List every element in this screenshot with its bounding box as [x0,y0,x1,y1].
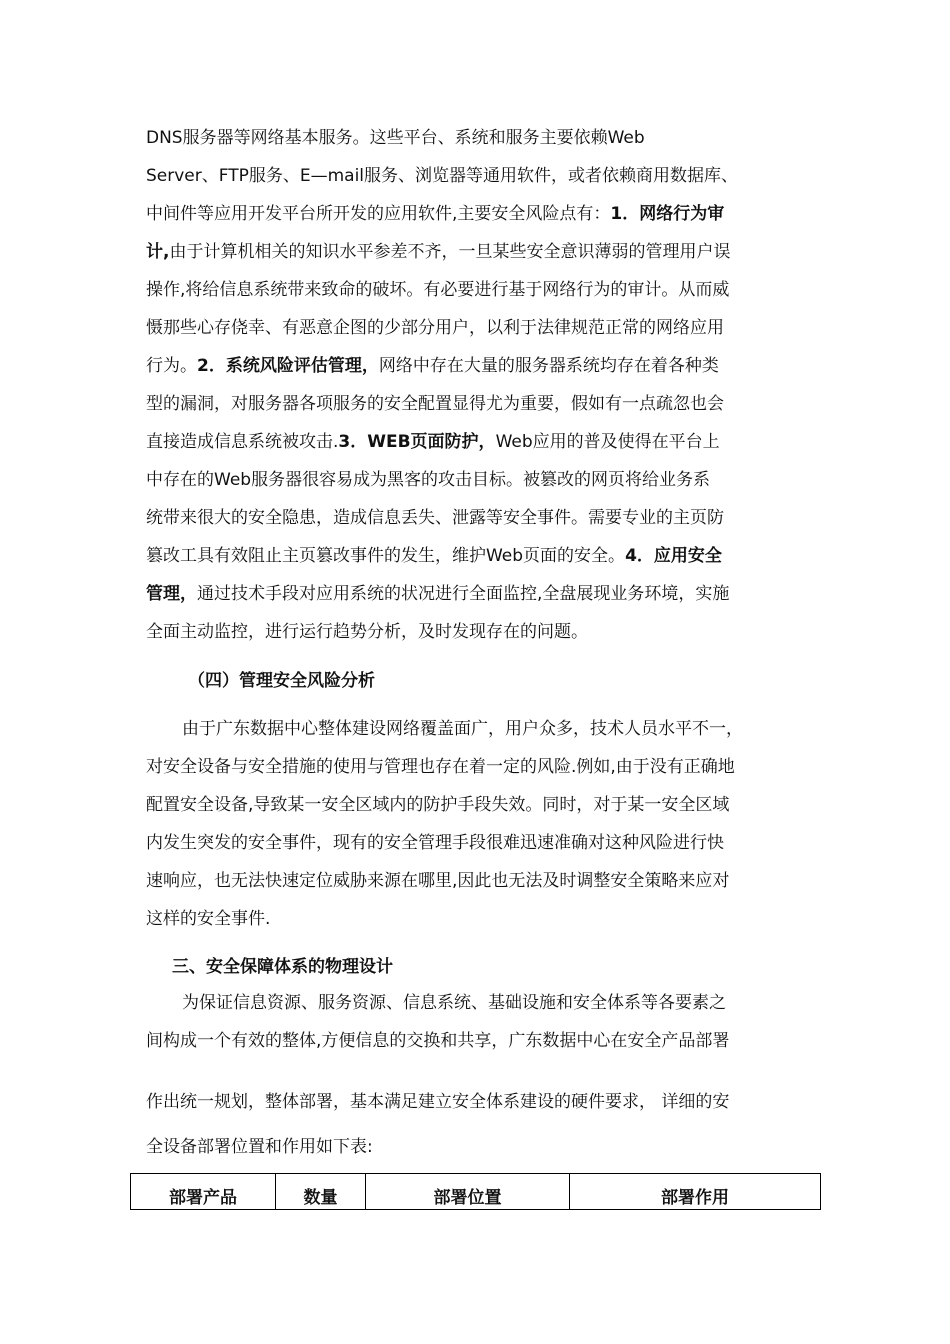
text-line [146,165,738,187]
col-header-location: 部署位置 [366,1174,570,1210]
col-header-quantity: 数量 [276,1174,366,1210]
text-line [146,545,722,567]
text-run: 型的漏洞，对服务器各项服务的安全配置显得尤为重要，假如有一点疏忽也会 [146,394,724,414]
text-run: 网络中存在大量的服务器系统均存在着各种类 [378,356,719,376]
bold-run: 2．系统风险评估管理， [197,356,379,376]
text-line [146,1091,729,1113]
text-run: DNS服务器等网络基本服务。这些平台、系统和服务主要依赖Web [146,128,645,148]
bold-run: 3．WEB页面防护， [338,432,496,452]
text-line [146,469,710,491]
text-run: 篡改工具有效阻止主页篡改事件的发生，维护Web页面的安全。 [146,546,626,566]
text-run: 通过技术手段对应用系统的状况进行全面监控,全盘展现业务环境，实施 [197,584,730,604]
text-run: 全面主动监控，进行运行趋势分析，及时发现存在的问题。 [146,622,588,642]
text-line [146,908,270,930]
text-line [146,1030,729,1052]
text-run: 内发生突发的安全事件，现有的安全管理手段很难迅速准确对这种风险进行快 [146,833,724,853]
text-line [146,203,724,225]
bold-run: 1．网络行为审 [610,204,725,224]
text-run: 由于计算机相关的知识水平参差不齐，一旦某些安全意识薄弱的管理用户误 [169,242,731,262]
bold-run: 管理， [146,584,197,604]
text-line [146,794,729,816]
text-run: 全设备部署位置和作用如下表: [146,1137,373,1157]
text-run: 对安全设备与安全措施的使用与管理也存在着一定的风险.例如,由于没有正确地 [146,757,735,777]
text-line [146,355,719,377]
text-run: 这样的安全事件. [146,909,271,929]
section-heading: 三、安全保障体系的物理设计 [172,957,393,977]
text-line [146,127,645,149]
text-line [146,832,724,854]
text-run: 速响应，也无法快速定位威胁来源在哪里,因此也无法及时调整安全策略来应对 [146,871,730,891]
text-line [146,870,729,892]
bold-run: 计, [146,242,170,262]
text-run: 行为。 [146,356,197,376]
col-header-purpose: 部署作用 [570,1174,821,1210]
deployment-table [130,1173,821,1210]
text-line [146,1136,373,1158]
text-line [146,241,730,263]
text-line [182,718,743,740]
text-line [182,992,726,1014]
text-run: 中存在的Web服务器很容易成为黑客的攻击目标。被篡改的网页将给业务系 [146,470,711,490]
section-heading: （四）管理安全风险分析 [188,671,375,691]
text-line [146,756,735,778]
text-run: Server、FTP服务、E—mail服务、浏览器等通用软件，或者依赖商用数据库、 [146,166,739,186]
text-run: 统带来很大的安全隐患，造成信息丢失、泄露等安全事件。需要专业的主页防 [146,508,724,528]
text-line [146,583,729,605]
text-run: 由于广东数据中心整体建设网络覆盖面广，用户众多，技术人员水平不一， [182,719,743,739]
text-run: Web应用的普及使得在平台上 [495,432,720,452]
col-header-product: 部署产品 [131,1174,276,1210]
table-header-row [131,1174,821,1210]
bold-run: 4．应用安全 [625,546,722,566]
text-run: 配置安全设备,导致某一安全区域内的防护手段失效。同时，对于某一安全区域 [146,795,730,815]
text-line [146,431,720,453]
text-run: 间构成一个有效的整体,方便信息的交换和共享，广东数据中心在安全产品部署 [146,1031,730,1051]
text-run: 直接造成信息系统被攻击. [146,432,339,452]
text-line [146,507,724,529]
text-run: 慑那些心存侥幸、有恶意企图的少部分用户，以利于法律规范正常的网络应用 [146,318,724,338]
text-run: 为保证信息资源、服务资源、信息系统、基础设施和安全体系等各要素之 [182,993,726,1013]
text-run: 作出统一规划，整体部署，基本满足建立安全体系建设的硬件要求， 详细的安 [146,1092,730,1112]
text-line [146,279,729,301]
text-run: 中间件等应用开发平台所开发的应用软件,主要安全风险点有： [146,204,611,224]
text-run: 操作,将给信息系统带来致命的破坏。有必要进行基于网络行为的审计。从而威 [146,280,730,300]
text-line [146,317,724,339]
text-line [146,621,588,643]
text-line [146,393,724,415]
